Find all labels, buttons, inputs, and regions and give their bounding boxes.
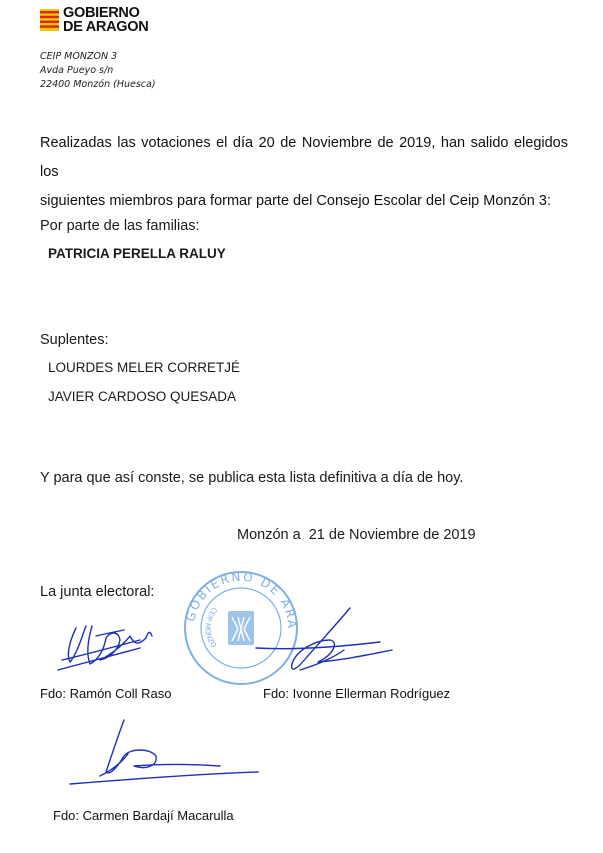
family-member: PATRICIA PERELLA RALUY bbox=[48, 246, 226, 261]
substitute-1: LOURDES MELER CORRETJÉ bbox=[48, 360, 241, 375]
signer-3: Fdo: Carmen Bardají Macarulla bbox=[53, 808, 234, 823]
stamp-inner-text: CEIP MONZO bbox=[203, 605, 219, 650]
stamp-outer-text: GOBIERNO DE ARA bbox=[183, 569, 300, 631]
address-line1: CEIP MONZON 3 bbox=[40, 51, 118, 62]
signature-3 bbox=[70, 720, 258, 784]
intro-line2: siguientes miembros para formar parte del Consejo Escolar del Ceip Monzón 3: bbox=[40, 193, 551, 209]
families-label: Por parte de las familias: bbox=[40, 218, 200, 234]
logo-line2: DE ARAGON bbox=[63, 19, 149, 35]
date-place: Monzón a 21 de Noviembre de 2019 bbox=[237, 527, 476, 543]
electoral-board-label: La junta electoral: bbox=[40, 584, 155, 600]
substitutes-label: Suplentes: bbox=[40, 332, 109, 348]
signature-1 bbox=[58, 626, 152, 670]
address-line2: Avda Pueyo s/n bbox=[40, 65, 114, 76]
signer-2: Fdo: Ivonne Ellerman Rodríguez bbox=[263, 686, 451, 701]
signer-1: Fdo: Ramón Coll Raso bbox=[40, 686, 172, 701]
substitute-2: JAVIER CARDOSO QUESADA bbox=[48, 389, 237, 404]
address-line3: 22400 Monzón (Huesca) bbox=[40, 79, 156, 90]
intro-line1: Realizadas las votaciones el día 20 de Noviembre de 2019, han salido elegidos los bbox=[40, 135, 568, 180]
closing-statement: Y para que así conste, se publica esta lista definitiva a día de hoy. bbox=[40, 470, 464, 486]
signature-2 bbox=[256, 608, 392, 670]
logo-line1: GOBIERNO bbox=[63, 5, 140, 21]
